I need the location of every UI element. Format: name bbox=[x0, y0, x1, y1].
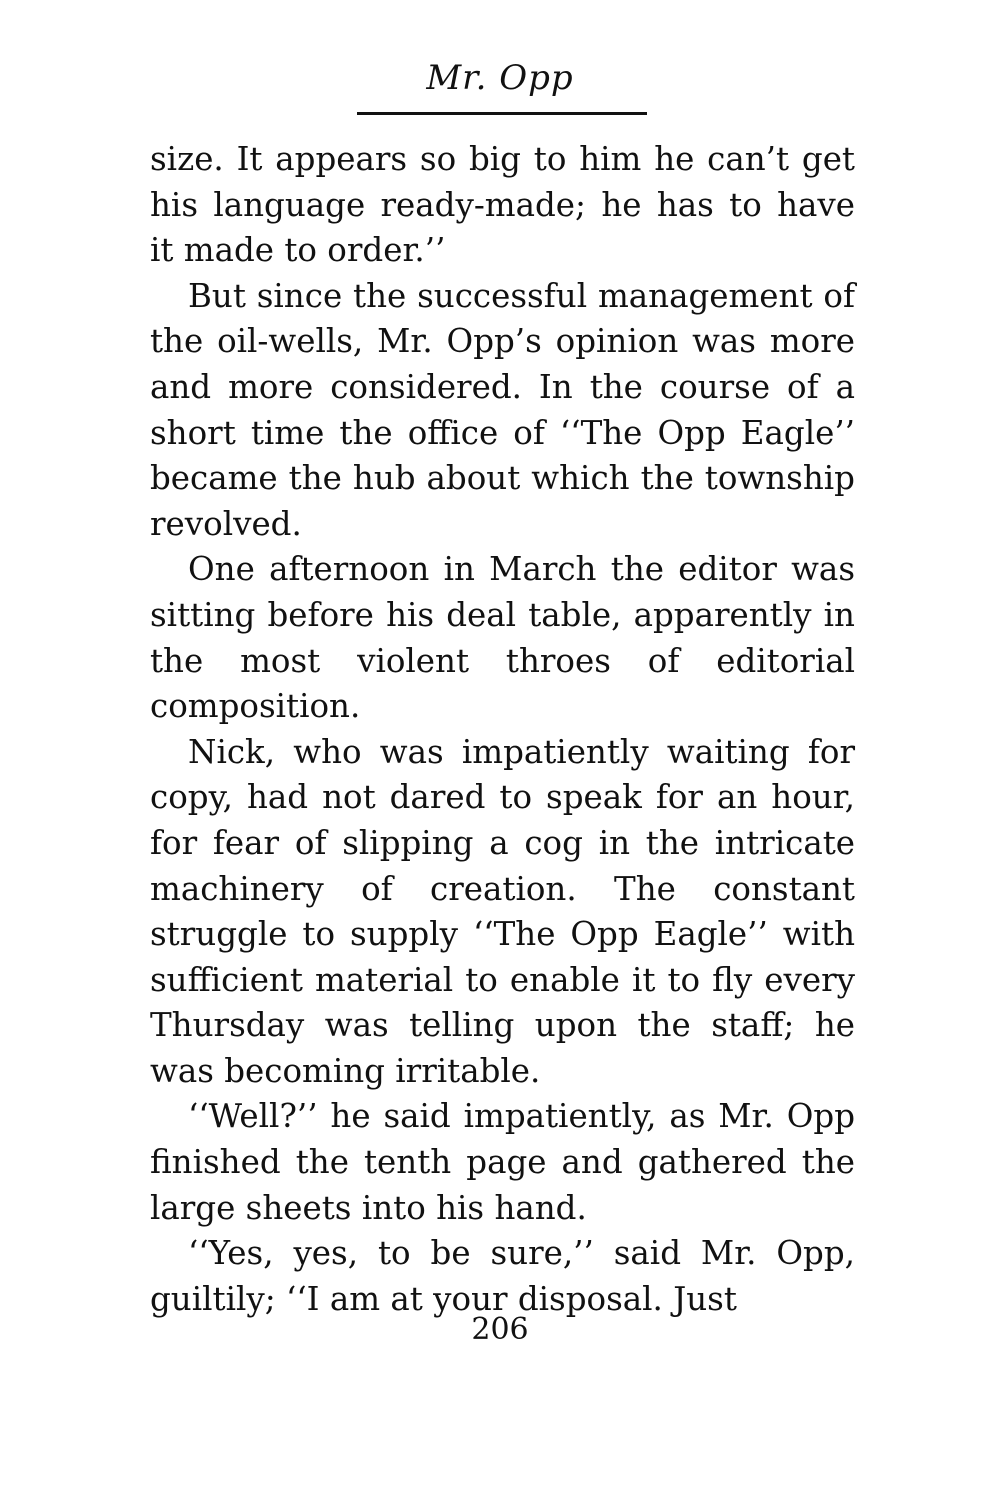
paragraph-continued: size. It appears so big to him he can’t get his language ready-made; he has to have it made to order.’’ bbox=[150, 140, 855, 270]
paragraph: Nick, who was impatiently waiting for copy, had not dared to speak for an hour, for fear of slipping a cog in the intricate machinery of creation. The constant struggle to supply ‘‘The Opp Eagle’’ with sufficient material to enable it to fly every Thursday was telling upon the staff; he was becoming irritable. bbox=[150, 732, 855, 1090]
paragraph: But since the successful management of the oil-wells, Mr. Opp’s opinion was more and more considered. In the course of a short time the office of ‘‘The Opp Eagle’’ became the hub about which the township revolved. bbox=[150, 276, 855, 543]
paragraph: ‘‘Well?’’ he said impatiently, as Mr. Opp finished the tenth page and gathered the large sheets into his hand. bbox=[150, 1097, 855, 1227]
page-number: 206 bbox=[471, 1312, 529, 1347]
body-text bbox=[150, 137, 855, 1322]
paragraph: One afternoon in March the editor was sitting before his deal table, apparently in the most violent throes of editorial composition. bbox=[150, 550, 855, 726]
header-rule bbox=[357, 112, 647, 115]
running-head-title: Mr. Opp bbox=[426, 58, 574, 98]
paragraph-last: ‘‘Yes, yes, to be sure,’’ said Mr. Opp, guiltily; ‘‘I am at your disposal. Just bbox=[150, 1234, 855, 1318]
